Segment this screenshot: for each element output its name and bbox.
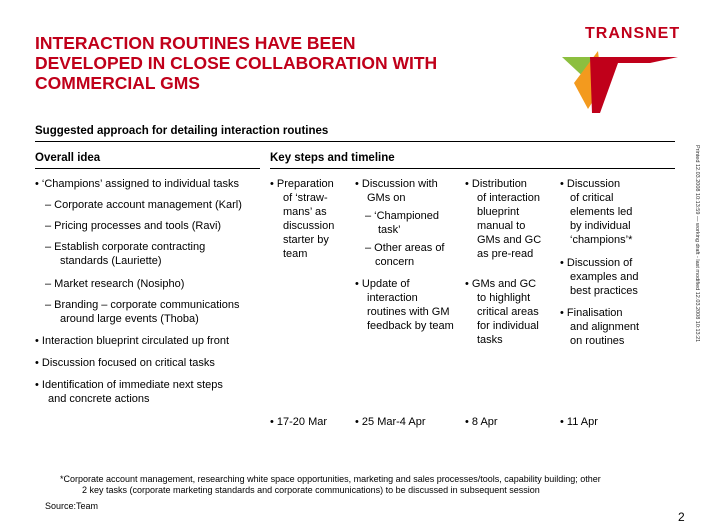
overall-sub-pricing: – Pricing processes and tools (Ravi)	[45, 220, 222, 232]
title-line-1: INTERACTION ROUTINES HAVE BEEN	[35, 33, 356, 53]
overall-sub-contracting-1: – Establish corporate contracting	[45, 241, 206, 253]
step1-line: discussion	[283, 220, 335, 232]
divider	[270, 168, 675, 169]
divider	[35, 141, 675, 142]
overall-bullet-discussion: • Discussion focused on critical tasks	[35, 357, 215, 369]
step1-line: of ‘straw-	[283, 192, 328, 204]
step3-line: • Distribution	[465, 178, 527, 190]
side-print-stamp: Printed 12.03.2008 10:13:59 — working draft - last modified 12.03.2008 10:13:21	[694, 145, 700, 343]
footnote-line-2: 2 key tasks (corporate marketing standards and corporate communications) to be discussed in subsequent session	[82, 485, 540, 495]
step3-gms: tasks	[477, 334, 503, 346]
overall-sub-contracting-2: standards (Lauriette)	[60, 255, 162, 267]
step4-finalisation: • Finalisation	[560, 307, 623, 319]
step1-line: • Preparation	[270, 178, 334, 190]
header-overall-idea: Overall idea	[35, 152, 101, 164]
step2-update: interaction	[367, 292, 418, 304]
title-line-3: COMMERCIAL GMS	[35, 73, 200, 93]
step2-update: • Update of	[355, 278, 410, 290]
step1-line: starter by	[283, 234, 329, 246]
section-subtitle: Suggested approach for detailing interaction routines	[35, 125, 329, 137]
logo-wordmark: TRANSNET	[585, 25, 681, 42]
page-number: 2	[678, 510, 685, 524]
header-key-steps: Key steps and timeline	[270, 152, 395, 164]
step2-line: • Discussion with	[355, 178, 438, 190]
step2-sub: – ‘Championed	[365, 210, 439, 222]
overall-sub-branding-1: – Branding – corporate communications	[45, 299, 240, 311]
divider	[35, 168, 260, 169]
overall-sub-corporate-account: – Corporate account management (Karl)	[45, 199, 242, 211]
step4-examples: examples and	[570, 271, 639, 283]
step3-date: • 8 Apr	[465, 416, 498, 428]
step2-date: • 25 Mar-4 Apr	[355, 416, 426, 428]
step3-line: as pre-read	[477, 248, 534, 260]
step3-line: blueprint	[477, 206, 520, 218]
step4-date: • 11 Apr	[560, 416, 598, 428]
step4-line: of critical	[570, 192, 614, 204]
step4-line: ‘champions’*	[570, 234, 633, 246]
overall-bullet-next-steps-2: and concrete actions	[48, 393, 150, 405]
step3-line: GMs and GC	[477, 234, 542, 246]
step4-finalisation: on routines	[570, 335, 625, 347]
step2-update: feedback by team	[367, 320, 454, 332]
step2-sub: – Other areas of	[365, 242, 445, 254]
page-title	[35, 33, 535, 93]
step2-update: routines with GM	[367, 306, 450, 318]
overall-sub-market-research: – Market research (Nosipho)	[45, 278, 185, 290]
step3-gms: critical areas	[477, 306, 539, 318]
step3-line: of interaction	[477, 192, 540, 204]
step1-date: • 17-20 Mar	[270, 416, 328, 428]
step2-sub: task’	[378, 224, 401, 236]
step4-line: elements led	[570, 206, 633, 218]
step3-line: manual to	[477, 220, 526, 232]
step1-line: team	[283, 248, 308, 260]
overall-bullet-blueprint: • Interaction blueprint circulated up front	[35, 335, 230, 347]
overall-bullet-champions: • ‘Champions’ assigned to individual tasks	[35, 178, 239, 190]
step4-line: • Discussion	[560, 178, 621, 190]
step2-sub: concern	[375, 256, 415, 268]
step3-gms: to highlight	[477, 292, 531, 304]
title-line-2: DEVELOPED IN CLOSE COLLABORATION WITH	[35, 53, 438, 73]
step4-examples: best practices	[570, 285, 638, 297]
step2-line: GMs on	[367, 192, 406, 204]
logo-mark-icon	[560, 25, 685, 115]
overall-bullet-next-steps-1: • Identification of immediate next steps	[35, 379, 223, 391]
footnote	[60, 474, 680, 496]
step3-gms: for individual	[477, 320, 539, 332]
transnet-logo	[560, 25, 685, 115]
step4-examples: • Discussion of	[560, 257, 633, 269]
step4-line: by individual	[570, 220, 631, 232]
step1-line: mans’ as	[283, 206, 327, 218]
step4-finalisation: and alignment	[570, 321, 640, 333]
footnote-line-1: *Corporate account management, researching white space opportunities, marketing and sales processes/tools, capability building; other	[60, 474, 601, 484]
step3-gms: • GMs and GC	[465, 278, 537, 290]
source-label: Source:Team	[45, 501, 99, 511]
overall-sub-branding-2: around large events (Thoba)	[60, 313, 199, 325]
